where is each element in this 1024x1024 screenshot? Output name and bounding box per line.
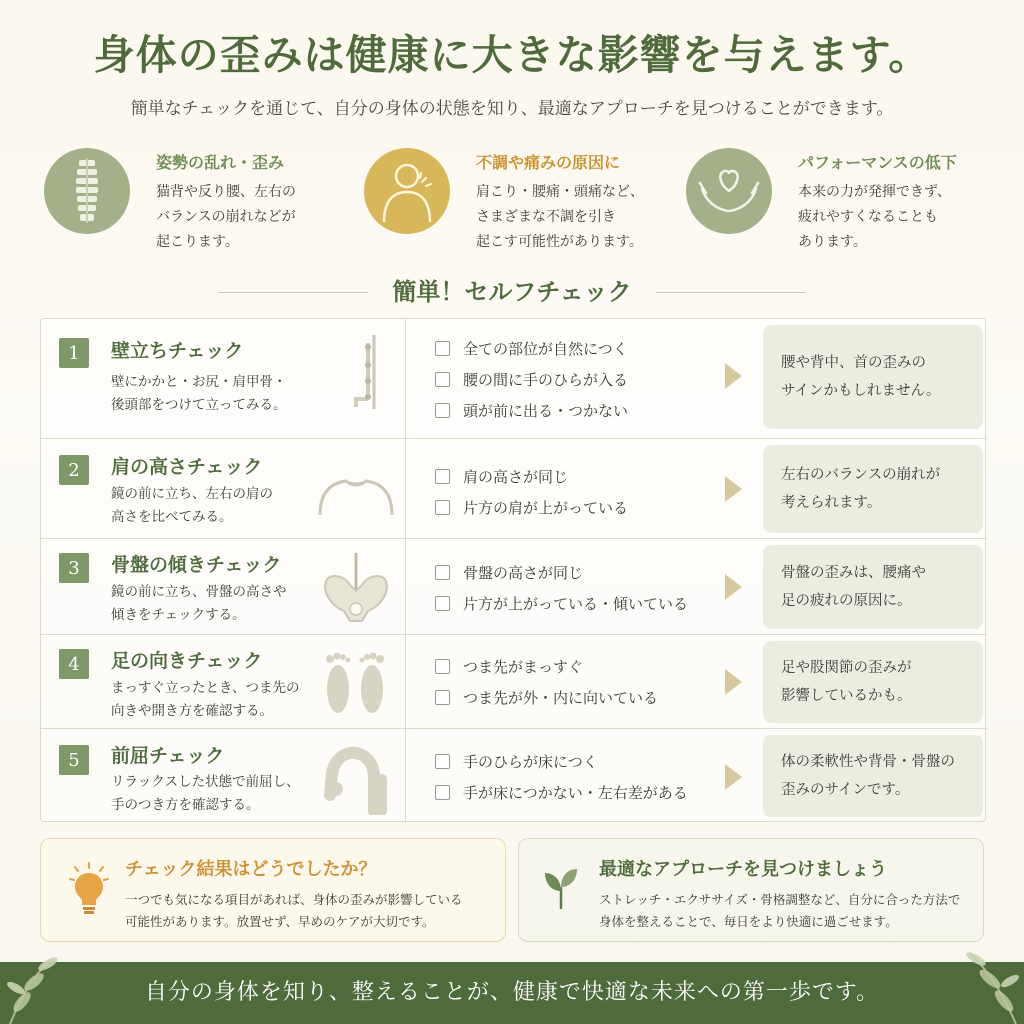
checkbox-item[interactable]: 片方の肩が上がっている xyxy=(435,492,628,523)
check-desc: 鏡の前に立ち、骨盤の高さや 傾きをチェックする。 xyxy=(111,584,287,623)
checkbox[interactable] xyxy=(435,341,450,356)
card-desc: ストレッチ・エクササイズ・骨格調整など、自分に合った方法で 身体を整えることで、毎日をより快適に過ごせます。 xyxy=(599,892,961,929)
arrow-icon xyxy=(725,363,742,389)
section-divider xyxy=(656,292,806,293)
checkbox-item[interactable]: 腰の間に手のひらが入る xyxy=(435,364,628,395)
feature-desc: 肩こり・腰痛・頭痛など、 さまざまな不調を引き 起こす可能性があります。 xyxy=(476,184,644,250)
checkbox-item[interactable]: 頭が前に出る・つかない xyxy=(435,395,628,426)
checkbox[interactable] xyxy=(435,596,450,611)
feature-posture xyxy=(44,146,364,256)
result-card xyxy=(40,838,506,942)
checkbox-item[interactable]: 骨盤の高さが同じ xyxy=(435,557,688,588)
forward-bend-icon xyxy=(316,739,396,815)
pelvis-icon xyxy=(316,551,396,627)
checklist xyxy=(435,746,688,808)
feature-performance xyxy=(686,146,1006,256)
card-desc: 一つでも気になる項目があれば、身体の歪みが影響している 可能性があります。放置せず、早めのケアが大切です。 xyxy=(125,892,463,929)
result-box: 腰や背中、首の歪みの サインかもしれません。 xyxy=(763,325,983,429)
step-number: 3 xyxy=(59,553,89,583)
checkbox-item[interactable]: 片方が上がっている・傾いている xyxy=(435,588,688,619)
section-title: 簡単！セルフチェック xyxy=(392,277,632,306)
arrow-icon xyxy=(725,669,742,695)
checkbox-item[interactable]: 手が床につかない・左右差がある xyxy=(435,777,688,808)
check-row-5 xyxy=(41,729,987,823)
page-subtitle: 簡単なチェックを通じて、自分の身体の状態を知り、最適なアプローチを見つけることができます。 xyxy=(130,99,894,119)
self-check-table xyxy=(40,318,986,822)
feature-desc: 猫背や反り腰、左右の バランスの崩れなどが 起こります。 xyxy=(156,184,296,250)
check-title: 骨盤の傾きチェック xyxy=(111,554,282,576)
check-row-4 xyxy=(41,635,987,729)
feature-title: 不調や痛みの原因に xyxy=(476,153,621,172)
shoulders-icon xyxy=(316,453,396,529)
lightbulb-icon xyxy=(69,861,109,917)
checkbox[interactable] xyxy=(435,372,450,387)
checkbox-item[interactable]: 全ての部位が自然につく xyxy=(435,333,628,364)
result-box: 骨盤の歪みは、腰痛や 足の疲れの原因に。 xyxy=(763,545,983,629)
checklist xyxy=(435,651,658,713)
checkbox[interactable] xyxy=(435,754,450,769)
arrow-icon xyxy=(725,476,742,502)
check-desc: 壁にかかと・お尻・肩甲骨・ 後頭部をつけて立ってみる。 xyxy=(111,374,287,413)
feature-list xyxy=(44,146,994,256)
checkbox[interactable] xyxy=(435,403,450,418)
result-box: 体の柔軟性や背骨・骨盤の 歪みのサインです。 xyxy=(763,735,983,817)
check-row-3 xyxy=(41,539,987,635)
checklist xyxy=(435,557,688,619)
check-row-2 xyxy=(41,439,987,539)
footprints-icon xyxy=(316,645,396,721)
step-number: 2 xyxy=(59,455,89,485)
check-desc: 鏡の前に立ち、左右の肩の 高さを比べてみる。 xyxy=(111,486,273,525)
checkbox-item[interactable]: 肩の高さが同じ xyxy=(435,461,628,492)
arrow-icon xyxy=(725,574,742,600)
check-desc: まっすぐ立ったとき、つま先の 向きや開き方を確認する。 xyxy=(111,680,300,719)
step-number: 5 xyxy=(59,745,89,775)
step-number: 4 xyxy=(59,649,89,679)
step-number: 1 xyxy=(59,338,89,368)
sprout-icon xyxy=(541,865,581,911)
wall-stand-icon xyxy=(316,333,396,409)
page-title: 身体の歪みは健康に大きな影響を与えます。 xyxy=(93,31,931,79)
result-box: 足や股関節の歪みが 影響しているかも。 xyxy=(763,641,983,723)
shoulder-pain-icon xyxy=(364,148,450,234)
leaf-decoration-icon xyxy=(924,925,1024,1024)
footer-banner: 自分の身体を知り、整えることが、健康で快適な未来への第一歩です。 xyxy=(0,962,1024,1024)
leaf-decoration-icon xyxy=(0,930,90,1024)
check-row-1 xyxy=(41,319,987,439)
card-title: チェック結果はどうでしたか？ xyxy=(125,859,377,880)
heart-hands-icon xyxy=(686,148,772,234)
checkbox-item[interactable]: つま先が外・内に向いている xyxy=(435,682,658,713)
feature-pain xyxy=(364,146,684,256)
result-box: 左右のバランスの崩れが 考えられます。 xyxy=(763,445,983,533)
card-title: 最適なアプローチを見つけましょう xyxy=(599,859,887,880)
check-title: 前屈チェック xyxy=(111,745,225,767)
checkbox[interactable] xyxy=(435,565,450,580)
checkbox[interactable] xyxy=(435,659,450,674)
feature-desc: 本来の力が発揮できず、 疲れやすくなることも あります。 xyxy=(798,184,951,250)
checklist xyxy=(435,333,628,426)
checkbox[interactable] xyxy=(435,469,450,484)
checkbox-item[interactable]: 手のひらが床につく xyxy=(435,746,688,777)
feature-title: 姿勢の乱れ・歪み xyxy=(156,153,285,172)
checkbox-item[interactable]: つま先がまっすぐ xyxy=(435,651,658,682)
feature-title: パフォーマンスの低下 xyxy=(798,153,957,172)
check-title: 肩の高さチェック xyxy=(111,456,263,478)
checklist xyxy=(435,461,628,523)
spine-icon xyxy=(44,148,130,234)
approach-card xyxy=(518,838,984,942)
check-title: 足の向きチェック xyxy=(111,650,263,672)
checkbox[interactable] xyxy=(435,785,450,800)
check-desc: リラックスした状態で前屈し、 手のつき方を確認する。 xyxy=(111,774,300,813)
checkbox[interactable] xyxy=(435,500,450,515)
check-title: 壁立ちチェック xyxy=(111,340,244,362)
checkbox[interactable] xyxy=(435,690,450,705)
arrow-icon xyxy=(725,764,742,790)
